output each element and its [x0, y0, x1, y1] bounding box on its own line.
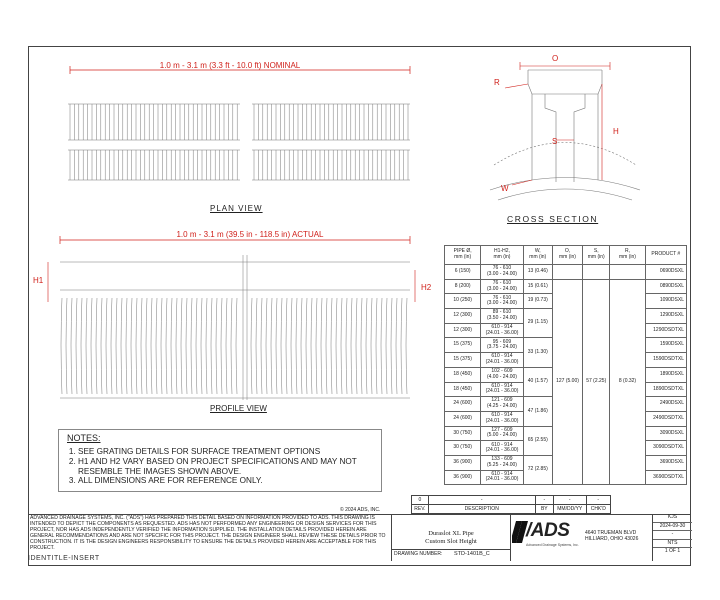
- revision-header-row: [412, 505, 611, 514]
- profile-view-dimension: 1.0 m - 3.1 m (39.5 in - 118.5 in) ACTUAL: [176, 230, 324, 239]
- disclaimer-text: ADVANCED DRAINAGE SYSTEMS, INC. ("ADS") HAS PREPARED THIS DETAIL BASED ON INFORMATION PROVIDED TO ADS. THIS DRAWING IS INTENDED TO DEPICT THE COMPONENTS AS REQUESTED. ADS HAS NOT PERFORMED ANY ENGINEERING OR DESIGN SERVICES FOR THIS PROJECT, NOR HAS ADS INDEPENDENTLY VERIFIED THE INFORMATION SUPPLIED. THE INSTALLATION DETAILS PROVIDED HEREIN ARE GENERAL RECOMMENDATIONS AND ARE NOT SPECIFIC FOR THIS PROJECT. THE DESIGN ENGINEER SHALL REVIEW THESE DETAILS PRIOR TO CONSTRUCTION. IT IS THE DESIGN ENGINEERS RESPONSIBILITY TO ENSURE THE DETAILS PROVIDED HEREIN ARE ACCEPTABLE FOR THIS PROJECT.: [30, 515, 386, 552]
- spec-table-header-row: [445, 246, 687, 265]
- sheet-number: 1 OF 1: [664, 548, 681, 554]
- copyright: © 2024 ADS, INC.: [340, 507, 381, 513]
- cross-section-tag-h: H: [613, 127, 619, 136]
- cell-product-number: 1890DSXL: [645, 367, 686, 382]
- rev-cell: -: [428, 496, 535, 505]
- cell-r-blank: [610, 265, 645, 280]
- header-product: PRODUCT #: [645, 246, 686, 265]
- plan-view-dimension: 1.0 m - 3.1 m (3.3 ft - 10.0 ft) NOMINAL: [159, 61, 301, 70]
- plan-view-label: PLAN VIEW: [210, 204, 263, 213]
- header-r: R, mm (in): [610, 246, 645, 265]
- cross-section-tag-s: S: [552, 137, 558, 146]
- cell-pipe-size: 18 (450): [445, 382, 481, 397]
- cell-height-range: 76 - 610 (3.00 - 24.00): [481, 279, 523, 294]
- cell-s-value: 57 (2.25): [583, 279, 610, 485]
- header-pipe: PIPE Ø, mm (in): [445, 246, 481, 265]
- rev-cell: 0: [412, 496, 429, 505]
- rev-cell: -: [586, 496, 610, 505]
- address-line-1: 4640 TRUEMAN BLVD: [585, 530, 637, 536]
- cell-pipe-size: 24 (600): [445, 397, 481, 412]
- cell-height-range: 76 - 610 (3.00 - 24.00): [481, 265, 523, 280]
- rev-header: MM/DD/YY: [553, 505, 586, 514]
- cell-product-number: 3690DSDTXL: [645, 470, 686, 485]
- cell-height-range: 121 - 609 (4.25 - 24.00): [481, 397, 523, 412]
- cell-width: 13 (0.46): [523, 265, 552, 280]
- cell-height-range: 95 - 609 (3.75 - 24.00): [481, 338, 523, 353]
- cross-section-tag-r: R: [494, 78, 500, 87]
- cell-o-blank: [552, 265, 582, 280]
- cell-width: 40 (1.57): [523, 367, 552, 396]
- cell-pipe-size: 10 (250): [445, 294, 481, 309]
- cross-section-label: CROSS SECTION: [507, 214, 599, 224]
- sheet-info-box: [652, 514, 692, 561]
- drawing-number-label: DRAWING NUMBER:: [394, 551, 443, 557]
- header-h: H1-H2, mm (in): [481, 246, 523, 265]
- drawing-number: STD-1401B_C: [454, 551, 490, 557]
- drawing-title-line-1: Duraslot XL Pipe: [428, 530, 474, 537]
- cell-product-number: 1590DSDTXL: [645, 353, 686, 368]
- cell-width: 65 (2.55): [523, 426, 552, 455]
- revision-table: [411, 495, 611, 514]
- cell-s-blank: [583, 265, 610, 280]
- cell-product-number: 3090DSXL: [645, 426, 686, 441]
- cell-pipe-size: 15 (375): [445, 353, 481, 368]
- cell-pipe-size: 6 (150): [445, 265, 481, 280]
- cell-width: 19 (0.73): [523, 294, 552, 309]
- ads-logo-subtext: Advanced Drainage Systems, Inc.: [526, 543, 579, 547]
- header-o: O, mm (in): [552, 246, 582, 265]
- cell-pipe-size: 18 (450): [445, 367, 481, 382]
- cell-product-number: 0890DSXL: [645, 279, 686, 294]
- cell-height-range: 610 - 914 (24.01 - 36.00): [481, 382, 523, 397]
- cell-height-range: 610 - 914 (24.01 - 36.00): [481, 323, 523, 338]
- notes-title: NOTES:: [67, 433, 101, 443]
- cell-width: 15 (0.61): [523, 279, 552, 294]
- note-item: 3. ALL DIMENSIONS ARE FOR REFERENCE ONLY.: [78, 476, 383, 486]
- cell-height-range: 610 - 914 (24.01 - 36.00): [481, 411, 523, 426]
- cell-pipe-size: 36 (900): [445, 455, 481, 470]
- rev-header: DESCRIPTION: [428, 505, 535, 514]
- cell-product-number: 1290DSDTXL: [645, 323, 686, 338]
- cross-section-tag-o: O: [552, 54, 559, 63]
- cell-height-range: 76 - 610 (3.00 - 24.00): [481, 294, 523, 309]
- cell-product-number: 2490DSXL: [645, 397, 686, 412]
- cell-product-number: 1290DSXL: [645, 309, 686, 324]
- drawn-by: KJS: [653, 514, 692, 523]
- cell-height-range: 610 - 914 (24.01 - 36.00): [481, 441, 523, 456]
- cell-pipe-size: 30 (750): [445, 426, 481, 441]
- cell-product-number: 3090DSDTXL: [645, 441, 686, 456]
- drawing-title-box: [391, 514, 511, 561]
- address-line-2: HILLIARD, OHIO 43026: [585, 536, 639, 542]
- cell-width: 47 (1.86): [523, 397, 552, 426]
- cell-width: 29 (1.15): [523, 309, 552, 338]
- spec-table-row: [445, 279, 687, 294]
- drawing-number-divider: [392, 549, 510, 550]
- cell-product-number: 1590DSXL: [645, 338, 686, 353]
- cross-section-tag-w: W: [501, 184, 509, 193]
- cell-r-value: 8 (0.32): [610, 279, 645, 485]
- header-s: S, mm (in): [583, 246, 610, 265]
- drawing-title-line-2: Custom Slot Height: [425, 538, 477, 545]
- cell-height-range: 610 - 914 (24.01 - 36.00): [481, 470, 523, 485]
- ads-logo: [512, 517, 579, 549]
- cell-height-range: 102 - 609 (4.00 - 24.00): [481, 367, 523, 382]
- profile-view-label: PROFILE VIEW: [210, 404, 267, 413]
- cell-pipe-size: 36 (900): [445, 470, 481, 485]
- scale: NTS: [653, 540, 692, 549]
- rev-header: REV.: [412, 505, 429, 514]
- cell-pipe-size: 15 (375): [445, 338, 481, 353]
- cell-width: 72 (2.85): [523, 455, 552, 484]
- drawing-date: 2024-09-30: [653, 523, 692, 532]
- notes-box: [58, 429, 382, 492]
- cell-o-value: 127 (5.00): [552, 279, 582, 485]
- notes-list: [64, 447, 383, 486]
- cell-width: 33 (1.30): [523, 338, 552, 367]
- header-w: W, mm (in): [523, 246, 552, 265]
- h1-tag: H1: [33, 276, 44, 285]
- identitle-overlay: IDENTITLE-INSERT: [28, 555, 100, 562]
- cell-height-range: 89 - 610 (3.50 - 24.00): [481, 309, 523, 324]
- revision-row: [412, 496, 611, 505]
- cell-height-range: 127 - 609 (5.00 - 24.00): [481, 426, 523, 441]
- cell-pipe-size: 12 (300): [445, 309, 481, 324]
- rev-cell: -: [535, 496, 553, 505]
- note-item: 1. SEE GRATING DETAILS FOR SURFACE TREATMENT OPTIONS: [78, 447, 383, 457]
- cell-pipe-size: 24 (600): [445, 411, 481, 426]
- cell-product-number: 1090DSXL: [645, 294, 686, 309]
- cell-height-range: 610 - 914 (24.01 - 36.00): [481, 353, 523, 368]
- cell-height-range: 133 - 609 (5.25 - 24.00): [481, 455, 523, 470]
- approved-by: -: [653, 531, 692, 540]
- rev-header: BY: [535, 505, 553, 514]
- cell-product-number: 0690DSXL: [645, 265, 686, 280]
- note-item: 2. H1 AND H2 VARY BASED ON PROJECT SPECIFICATIONS AND MAY NOT RESEMBLE THE IMAGES SHOWN ABOVE.: [78, 457, 383, 477]
- cell-pipe-size: 12 (300): [445, 323, 481, 338]
- h2-tag: H2: [421, 283, 432, 292]
- ads-logo-text: /ADS: [526, 520, 570, 541]
- cell-product-number: 2490DSDTXL: [645, 411, 686, 426]
- cell-product-number: 3690DSXL: [645, 455, 686, 470]
- cell-product-number: 1890DSDTXL: [645, 382, 686, 397]
- cell-pipe-size: 30 (750): [445, 441, 481, 456]
- rev-header: CHK'D: [586, 505, 610, 514]
- spec-table: [444, 245, 687, 485]
- rev-cell: -: [553, 496, 586, 505]
- cell-pipe-size: 8 (200): [445, 279, 481, 294]
- spec-table-row: [445, 265, 687, 280]
